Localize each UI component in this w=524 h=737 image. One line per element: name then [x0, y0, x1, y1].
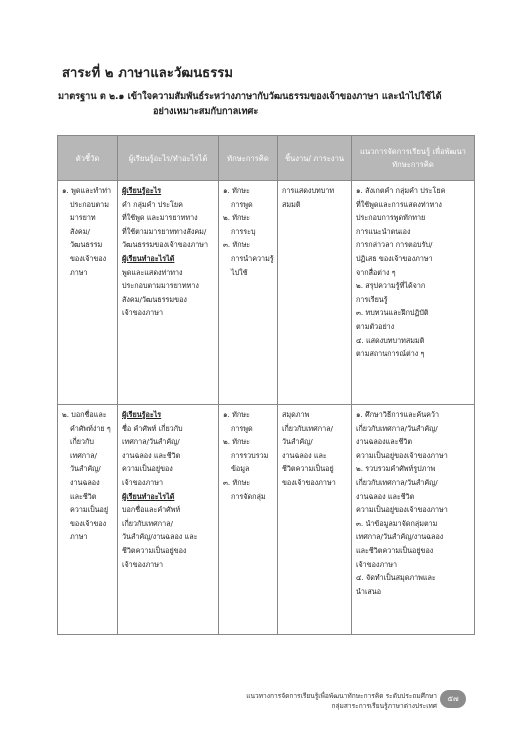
- cell-line: การกล่าวลา การตอบรับ/: [356, 240, 433, 250]
- cell-line: ความเป็นอยู่: [70, 505, 109, 515]
- cell-line: วัฒนธรรมของเจ้าของภาษา: [122, 240, 209, 250]
- cell-line: เจ้าของภาษา: [356, 559, 397, 569]
- cell-line: เกี่ยวกับ: [70, 437, 94, 447]
- cell-line: นำเสนอ: [356, 586, 382, 596]
- cell-line: งานฉลอง และ: [282, 450, 327, 460]
- cell-line: สมมติ: [282, 199, 301, 209]
- cell-line: ๑. พูดและทำท่า: [62, 186, 111, 195]
- header-work: ชิ้นงาน/ ภาระงาน: [278, 136, 352, 181]
- cell-line: สังคม/: [70, 226, 90, 236]
- cell-line: การแสดงบทบาท: [282, 186, 335, 195]
- cell-line: ของเจ้าของ: [70, 518, 107, 528]
- cell-line: ของเจ้าของ: [70, 253, 107, 263]
- footer-line-1: แนวทางการจัดการเรียนรู้เพื่อพัฒนาทักษะการคิด ระดับประถมศึกษา: [246, 692, 437, 700]
- cell-line: ที่ใช้ตามมารยาททางสังคม/: [122, 226, 207, 236]
- header-guidelines: แนวการจัดการเรียนรู้ เพื่อพัฒนาทักษะการคิด: [352, 136, 475, 181]
- cell-line: ที่ใช้พูด และมารยาททาง: [122, 213, 198, 223]
- cell-line: วันสำคัญ/: [282, 437, 313, 447]
- cell-line: ๔. จัดทำเป็นสมุดภาพและ: [356, 573, 436, 583]
- cell-line: ตามสถานการณ์ต่าง ๆ: [356, 349, 425, 359]
- cell-line: เกี่ยวกับเทศกาล/วันสำคัญ/: [356, 477, 438, 487]
- cell-line: เจ้าของภาษา: [122, 559, 163, 569]
- cell-line: มารยาท: [70, 213, 96, 223]
- cell-line: การจัดกลุ่ม: [231, 491, 266, 501]
- work-cell: [278, 405, 352, 635]
- standard-line-1: มาตรฐาน ต ๒.๑ เข้าใจความสัมพันธ์ระหว่างภาษากับวัฒนธรรมของเจ้าของภาษา และนำไปใช้ได้: [58, 91, 442, 102]
- cell-line: ความเป็นอยู่ของเจ้าของภาษา: [356, 505, 448, 515]
- cell-line: การระบุ: [231, 226, 256, 236]
- header-indicator: ตัวชี้วัด: [58, 136, 118, 181]
- cell-line: ๑. ศึกษาวิธีการและค้นคว้า: [356, 410, 439, 419]
- cell-line: ภาษา: [70, 267, 88, 277]
- cell-line: ๒. รวบรวมคำศัพท์รูปภาพ: [356, 464, 436, 474]
- cell-line: ประกอบการพูดทักทาย: [356, 213, 426, 223]
- cell-line: งานฉลอง: [70, 477, 100, 487]
- cell-line: งานฉลอง และชีวิต: [356, 491, 415, 501]
- guidelines-cell: [352, 405, 475, 635]
- cell-line: ๑. ทักษะ: [223, 410, 250, 419]
- knowledge-cell: [118, 181, 219, 405]
- cell-line: ๑. สังเกตคำ กลุ่มคำ ประโยค: [356, 186, 446, 195]
- cell-line: ประกอบตามมารยาททาง: [122, 281, 199, 291]
- cell-line: เทศกาล/วันสำคัญ/งานฉลอง: [356, 532, 444, 542]
- guidelines-cell: [352, 181, 475, 405]
- cell-line: การเรียนรู้: [356, 294, 388, 304]
- footer: [205, 691, 437, 711]
- cell-line: เจ้าของภาษา: [122, 477, 163, 487]
- cell-line: จากสื่อต่าง ๆ: [356, 267, 396, 277]
- curriculum-table: [57, 135, 475, 635]
- cell-line: เกี่ยวกับเทศกาล/: [122, 518, 173, 528]
- cell-line: ชีวิตความเป็นอยู่ของ: [122, 545, 187, 555]
- cell-line: และชีวิตความเป็นอยู่ของ: [356, 545, 434, 555]
- cell-line: ที่ใช้พูดและการแสดงท่าทาง: [356, 199, 442, 209]
- cell-line: คำศัพท์ง่าย ๆ: [70, 423, 111, 433]
- cell-line: ๒. บอกชื่อและ: [62, 410, 107, 419]
- cell-line: การพูด: [231, 423, 253, 433]
- cell-line: ๓. นำข้อมูลมาจัดกลุ่มตาม: [356, 518, 438, 528]
- cell-line: เกี่ยวกับเทศกาล/วันสำคัญ/: [356, 423, 438, 433]
- cell-line: ความเป็นอยู่ของ: [122, 464, 173, 474]
- footer-line-2: กลุ่มสาระการเรียนรู้ภาษาต่างประเทศ: [331, 702, 437, 710]
- cell-line: เทศกาล/วันสำคัญ/: [122, 437, 180, 447]
- work-cell: [278, 181, 352, 405]
- cell-line: การแนะนำตนเอง: [356, 226, 411, 236]
- standard-line-2: อย่างเหมาะสมกับกาลเทศะ: [153, 106, 259, 117]
- cell-line: ๒. ทักษะ: [223, 213, 250, 223]
- cell-line: การพูด: [231, 199, 253, 209]
- cell-line: ข้อมูล: [231, 464, 250, 474]
- cell-line: สมุดภาพ: [282, 410, 310, 419]
- cell-line: ๔. แสดงบทบาทสมมติ: [356, 335, 425, 345]
- cell-line: ๒. สรุปความรู้ที่ได้จาก: [356, 281, 426, 291]
- knowledge-heading-learn: ผู้เรียนรู้อะไร: [122, 410, 162, 419]
- table-row: [58, 405, 475, 635]
- cell-line: เจ้าของภาษา: [122, 308, 163, 318]
- cell-line: ๓. ทักษะ: [223, 240, 251, 250]
- header-skills: ทักษะการคิด: [219, 136, 278, 181]
- cell-line: ตามตัวอย่าง: [356, 321, 395, 331]
- knowledge-learn-list: [122, 198, 215, 252]
- indicator-cell: [58, 405, 118, 635]
- cell-line: ชื่อ คำศัพท์ เกี่ยวกับ: [122, 423, 183, 433]
- cell-line: ชีวิตความเป็นอยู่: [282, 464, 334, 474]
- knowledge-heading-do: ผู้เรียนทำอะไรได้: [122, 491, 175, 501]
- knowledge-cell: [118, 405, 219, 635]
- cell-line: สังคม/วัฒนธรรมของ: [122, 294, 187, 304]
- cell-line: งานฉลองและชีวิต: [356, 437, 413, 447]
- indicator-cell: [58, 181, 118, 405]
- cell-line: ของเจ้าของภาษา: [282, 477, 336, 487]
- cell-line: วันสำคัญ/งานฉลอง และ: [122, 532, 198, 542]
- knowledge-do-list: [122, 503, 215, 571]
- cell-line: ๒. ทักษะ: [223, 437, 250, 447]
- knowledge-do-list: [122, 266, 215, 320]
- cell-line: วัฒนธรรม: [70, 240, 103, 250]
- cell-line: ไปใช้: [231, 267, 248, 277]
- table-header-row: [58, 136, 475, 181]
- header-knowledge: ผู้เรียนรู้อะไร/ทำอะไรได้: [118, 136, 219, 181]
- knowledge-heading-do: ผู้เรียนทำอะไรได้: [122, 253, 175, 263]
- skills-cell: [219, 181, 278, 405]
- cell-line: ปฏิเสธ ของเจ้าของภาษา: [356, 253, 433, 263]
- knowledge-learn-list: [122, 422, 215, 490]
- cell-line: ๓. ทักษะ: [223, 477, 251, 487]
- cell-line: บอกชื่อและคำศัพท์: [122, 505, 181, 515]
- cell-line: เกี่ยวกับเทศกาล/: [282, 423, 333, 433]
- cell-line: คำ กลุ่มคำ ประโยค: [122, 199, 183, 209]
- cell-line: ประกอบตาม: [70, 199, 109, 209]
- cell-line: และชีวิต: [70, 491, 97, 501]
- cell-line: ๓. ทบทวนและฝึกปฏิบัติ: [356, 308, 429, 318]
- cell-line: การนำความรู้: [231, 253, 274, 263]
- cell-line: ภาษา: [70, 532, 88, 542]
- skills-cell: [219, 405, 278, 635]
- cell-line: งานฉลอง และชีวิต: [122, 450, 181, 460]
- cell-line: วันสำคัญ/: [70, 464, 101, 474]
- cell-line: ความเป็นอยู่ของเจ้าของภาษา: [356, 450, 448, 460]
- cell-line: เทศกาล/: [70, 450, 97, 460]
- cell-line: การรวบรวม: [231, 450, 269, 460]
- knowledge-heading-learn: ผู้เรียนรู้อะไร: [122, 186, 162, 195]
- cell-line: พูดและแสดงท่าทาง: [122, 267, 183, 277]
- standard-heading: [58, 89, 442, 119]
- table-row: [58, 181, 475, 405]
- cell-line: ๑. ทักษะ: [223, 186, 250, 195]
- page-number: ๕๗: [440, 690, 466, 708]
- strand-title: สาระที่ ๒ ภาษาและวัฒนธรรม: [62, 66, 234, 81]
